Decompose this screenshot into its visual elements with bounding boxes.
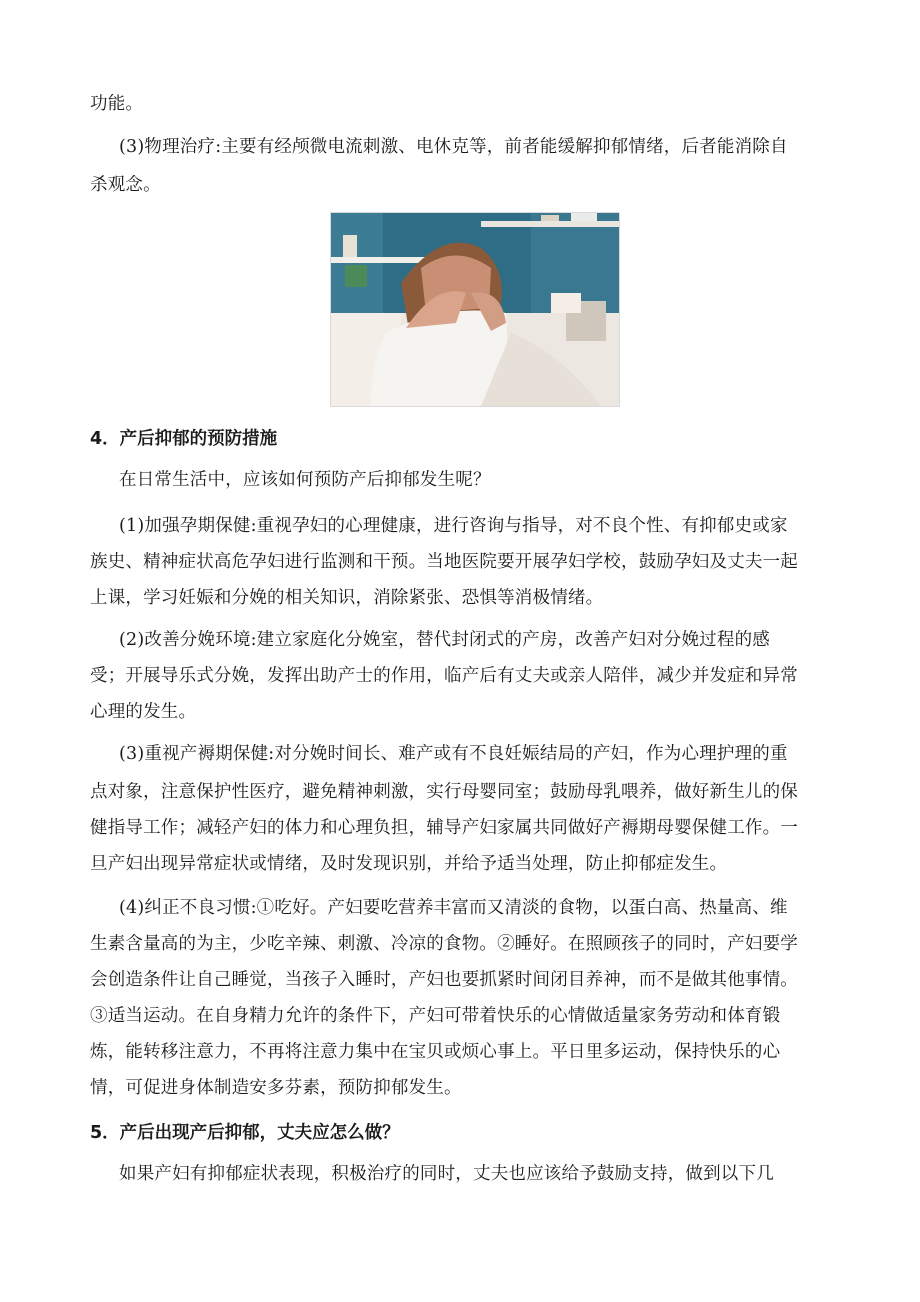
paragraph-line: 受；开展导乐式分娩，发挥出助产士的作用，临产后有丈夫或亲人陪伴，减少并发症和异常 [90,666,798,686]
woman-distressed-photo [330,212,620,407]
paragraph-line: ③适当运动。在自身精力允许的条件下，产妇可带着快乐的心情做适量家务劳动和体育锻 [90,1006,781,1026]
paragraph-line: (2)改善分娩环境:建立家庭化分娩室，替代封闭式的产房，改善产妇对分娩过程的感 [119,630,770,650]
paragraph-line: 生素含量高的为主，少吃辛辣、刺激、冷凉的食物。②睡好。在照顾孩子的同时，产妇要学 [90,934,798,954]
paragraph-line: 情，可促进身体制造安多芬素，预防抑郁发生。 [90,1078,462,1098]
paragraph-line: (3)物理治疗:主要有经颅微电流刺激、电休克等，前者能缓解抑郁情绪，后者能消除自 [119,137,788,157]
paragraph-line: 族史、精神症状高危孕妇进行监测和干预。当地医院要开展孕妇学校，鼓励孕妇及丈夫一起 [90,552,798,572]
paragraph-line: 炼，能转移注意力，不再将注意力集中在宝贝或烦心事上。平日里多运动，保持快乐的心 [90,1042,781,1062]
paragraph-line: 上课，学习妊娠和分娩的相关知识，消除紧张、恐惧等消极情绪。 [90,588,604,608]
paragraph-line: (3)重视产褥期保健:对分娩时间长、难产或有不良妊娠结局的产妇，作为心理护理的重 [119,744,788,764]
paragraph-line: 点对象，注意保护性医疗，避免精神刺激，实行母婴同室；鼓励母乳喂养，做好新生儿的保 [90,782,798,802]
paragraph-line: 心理的发生。 [90,702,197,722]
paragraph-line: (4)纠正不良习惯:①吃好。产妇要吃营养丰富而又清淡的食物，以蛋白高、热量高、维 [119,898,788,918]
paragraph-line: 在日常生活中，应该如何预防产后抑郁发生呢？ [119,470,491,490]
paragraph-line: (1)加强孕期保健:重视孕妇的心理健康，进行咨询与指导，对不良个性、有抑郁史或家 [119,516,788,536]
paragraph-line: 会创造条件让自己睡觉，当孩子入睡时，产妇也要抓紧时间闭目养神，而不是做其他事情。 [90,970,798,990]
paragraph-line: 旦产妇出现异常症状或情绪，及时发现识别，并给予适当处理，防止抑郁症发生。 [90,854,728,874]
paragraph-line: 功能。 [90,94,144,114]
section-heading: 5．产后出现产后抑郁，丈夫应怎么做？ [90,1123,400,1143]
paragraph-line: 健指导工作；减轻产妇的体力和心理负担，辅导产妇家属共同做好产褥期母婴保健工作。一 [90,818,798,838]
paragraph-line: 杀观念。 [90,175,161,195]
section-heading: 4．产后抑郁的预防措施 [90,429,278,449]
paragraph-line: 如果产妇有抑郁症状表现，积极治疗的同时，丈夫也应该给予鼓励支持，做到以下几 [119,1164,774,1184]
